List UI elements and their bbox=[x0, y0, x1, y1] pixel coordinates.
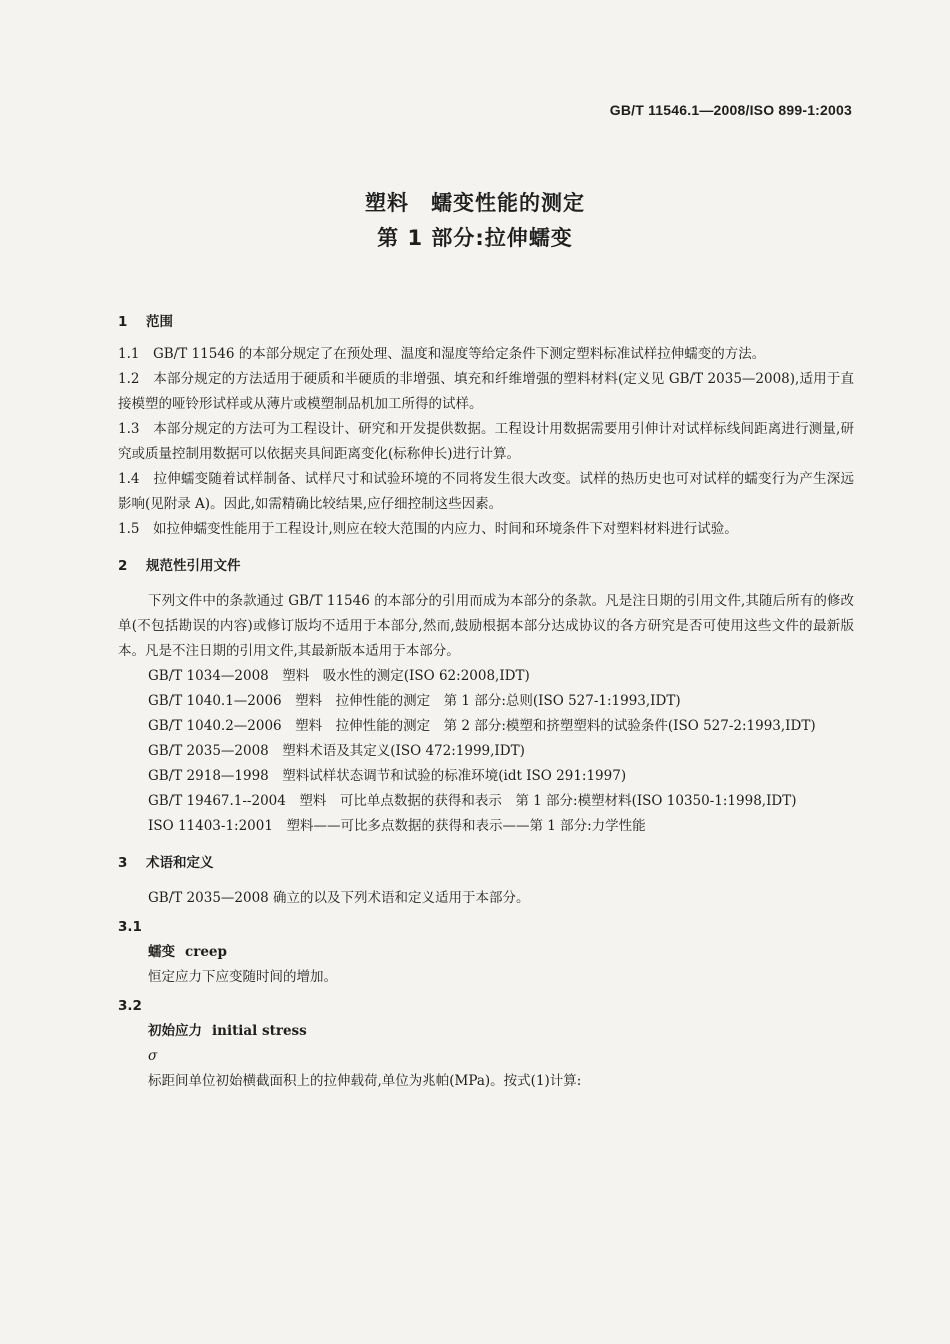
section-title: 规范性引用文件 bbox=[146, 558, 241, 574]
term-entry bbox=[118, 940, 854, 965]
term-zh: 初始应力 bbox=[148, 1023, 202, 1039]
section-title: 术语和定义 bbox=[146, 855, 214, 871]
term-number: 3.1 bbox=[118, 919, 142, 935]
term-number: 3.2 bbox=[118, 998, 142, 1014]
term-definition: 恒定应力下应变随时间的增加。 bbox=[148, 969, 337, 985]
doc-title-line1: 塑料 蠕变性能的测定 bbox=[365, 191, 585, 215]
document-body bbox=[118, 302, 854, 1094]
term-definition: 标距间单位初始横截面积上的拉伸载荷,单位为兆帕(MPa)。按式(1)计算: bbox=[148, 1073, 582, 1089]
term-zh: 蠕变 bbox=[148, 944, 175, 960]
section-title: 范围 bbox=[146, 314, 173, 330]
clause-1-4: 1.4 拉伸蠕变随着试样制备、试样尺寸和试验环境的不同将发生很大改变。试样的热历史也可对试样的蠕变行为产生深远影响(见附录 A)。因此,如需精确比较结果,应仔细控制这些因素。 bbox=[118, 471, 854, 512]
clause-1-3: 1.3 本部分规定的方法可为工程设计、研究和开发提供数据。工程设计用数据需要用引伸计对试样标线间距离进行测量,研究或质量控制用数据可以依据夹具间距离变化(标称伸长)进行计算。 bbox=[118, 421, 854, 462]
doc-title-line2: 第 1 部分:拉伸蠕变 bbox=[377, 226, 573, 250]
term-en: initial stress bbox=[212, 1023, 307, 1039]
reference-item: ISO 11403-1:2001 塑料——可比多点数据的获得和表示——第 1 部分:力学性能 bbox=[148, 818, 646, 834]
term-symbol: σ bbox=[148, 1048, 158, 1064]
reference-item: GB/T 1034—2008 塑料 吸水性的测定(ISO 62:2008,IDT) bbox=[148, 668, 530, 684]
reference-item: GB/T 19467.1--2004 塑料 可比单点数据的获得和表示 第 1 部分:模塑材料(ISO 10350-1:1998,IDT) bbox=[148, 793, 797, 809]
reference-item: GB/T 2918—1998 塑料试样状态调节和试验的标准环境(idt ISO 291:1997) bbox=[148, 768, 627, 784]
standard-code: GB/T 11546.1—2008/ISO 899-1:2003 bbox=[609, 102, 852, 118]
clause-1-2: 1.2 本部分规定的方法适用于硬质和半硬质的非增强、填充和纤维增强的塑料材料(定义见 GB/T 2035—2008),适用于直接模塑的哑铃形试样或从薄片或模塑制品机加工所得的试样。 bbox=[118, 371, 854, 412]
section-2-intro: 下列文件中的条款通过 GB/T 11546 的本部分的引用而成为本部分的条款。凡是注日期的引用文件,其随后所有的修改单(不包括勘误的内容)或修订版均不适用于本部分,然而,鼓励根据本部分达成协议的各方研究是否可使用这些文件的最新版本。凡是不注日期的引用文件,其最新版本适用于本部分。 bbox=[118, 593, 854, 659]
term-en: creep bbox=[185, 944, 227, 960]
section-2-heading bbox=[118, 554, 854, 579]
section-number: 2 bbox=[118, 558, 128, 574]
reference-item: GB/T 2035—2008 塑料术语及其定义(ISO 472:1999,IDT) bbox=[148, 743, 525, 759]
section-1-heading bbox=[118, 310, 854, 335]
reference-item: GB/T 1040.2—2006 塑料 拉伸性能的测定 第 2 部分:模塑和挤塑塑料的试验条件(ISO 527-2:1993,IDT) bbox=[148, 718, 816, 734]
clause-1-5: 1.5 如拉伸蠕变性能用于工程设计,则应在较大范围的内应力、时间和环境条件下对塑料材料进行试验。 bbox=[118, 521, 738, 537]
section-number: 3 bbox=[118, 855, 128, 871]
reference-item: GB/T 1040.1—2006 塑料 拉伸性能的测定 第 1 部分:总则(ISO 527-1:1993,IDT) bbox=[148, 693, 681, 709]
section-3-heading bbox=[118, 851, 854, 876]
clause-1-1: 1.1 GB/T 11546 的本部分规定了在预处理、温度和湿度等给定条件下测定塑料标准试样拉伸蠕变的方法。 bbox=[118, 346, 766, 362]
term-entry bbox=[118, 1019, 854, 1044]
section-number: 1 bbox=[118, 314, 128, 330]
section-3-intro: GB/T 2035—2008 确立的以及下列术语和定义适用于本部分。 bbox=[148, 890, 530, 906]
